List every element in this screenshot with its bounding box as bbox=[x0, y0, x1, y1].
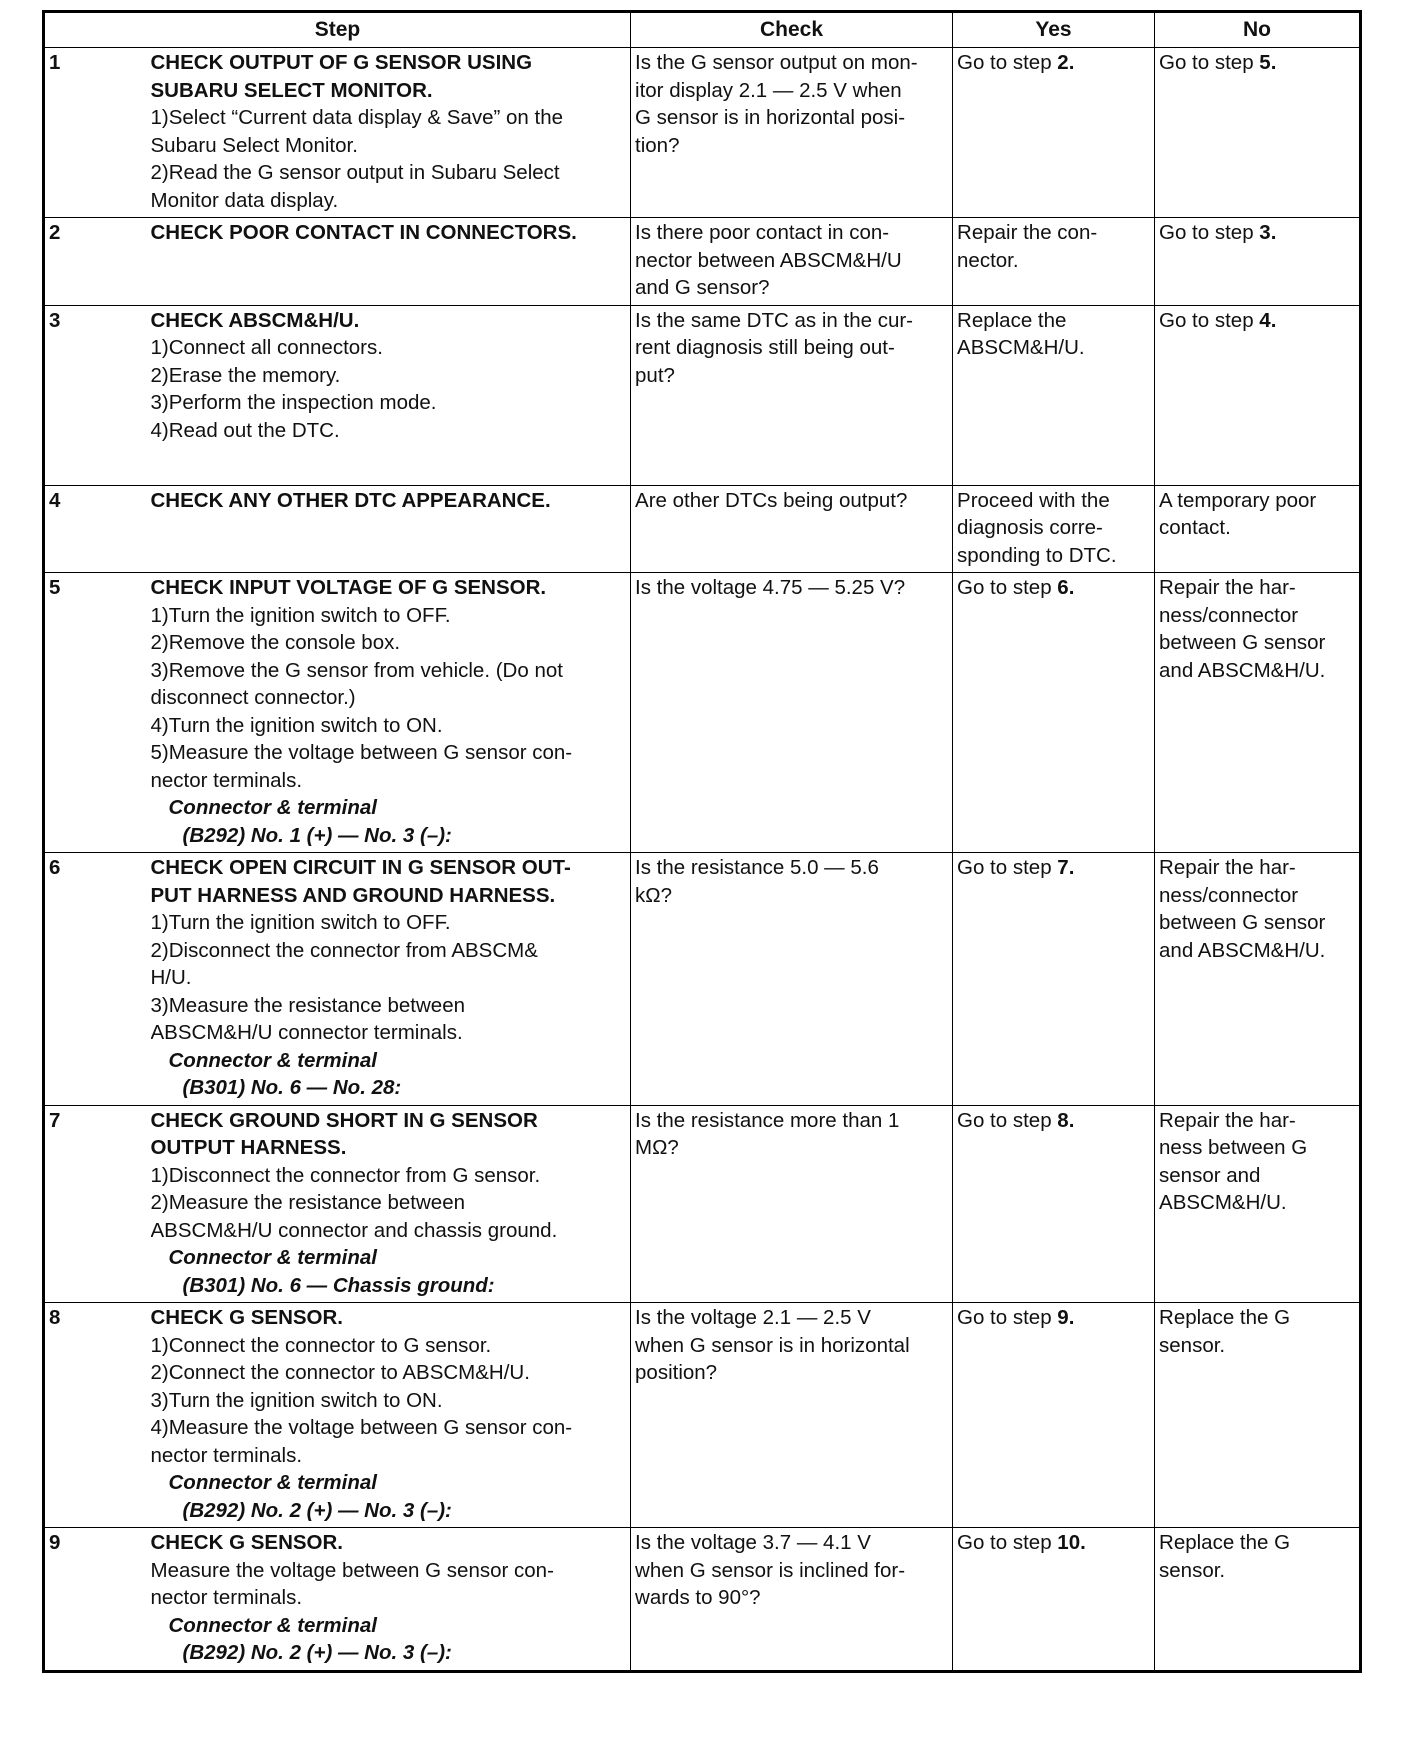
step-instruction: 5)Measure the voltage between G sensor con- bbox=[150, 741, 573, 764]
no-text bbox=[1159, 1189, 1355, 1217]
step-instruction: 2)Disconnect the connector from ABSCM& bbox=[150, 938, 538, 962]
check-text: Is the voltage 4.75 — 5.25 V? bbox=[635, 576, 906, 599]
step-reference: 9. bbox=[1057, 1306, 1075, 1329]
yes-text-part: Go to step bbox=[957, 1531, 1058, 1554]
step-instruction: nector terminals. bbox=[150, 1586, 303, 1609]
no-text bbox=[1159, 307, 1355, 335]
check-text: itor display 2.1 — 2.5 V when bbox=[635, 78, 902, 102]
step-cell bbox=[151, 218, 631, 306]
no-text bbox=[1159, 1529, 1355, 1557]
connector-terminal-value: (B292) No. 2 (+) — No. 3 (–): bbox=[182, 1641, 452, 1664]
check-cell bbox=[631, 305, 953, 485]
no-cell bbox=[1155, 1528, 1361, 1672]
step-instruction: 2)Erase the memory. bbox=[150, 363, 341, 387]
step-instruction: 2)Read the G sensor output in Subaru Select bbox=[150, 161, 560, 184]
no-text bbox=[1159, 49, 1355, 77]
header-no: No bbox=[1155, 12, 1361, 48]
no-text bbox=[1159, 487, 1355, 515]
yes-text-part: Go to step bbox=[957, 1108, 1058, 1132]
step-instruction: 2)Measure the resistance between bbox=[150, 1191, 466, 1214]
table-row bbox=[44, 1528, 1361, 1672]
no-text bbox=[1159, 514, 1355, 542]
yes-cell bbox=[953, 305, 1155, 485]
check-text: tion? bbox=[635, 133, 680, 157]
table-row bbox=[44, 853, 1361, 1106]
no-cell bbox=[1155, 48, 1361, 218]
check-cell bbox=[631, 48, 953, 218]
check-text: wards to 90°? bbox=[635, 1586, 761, 1609]
yes-text bbox=[957, 854, 1150, 882]
no-cell bbox=[1155, 1105, 1361, 1303]
step-title: CHECK OPEN CIRCUIT IN G SENSOR OUT- bbox=[150, 856, 571, 879]
connector-label: Connector & terminal bbox=[168, 1613, 377, 1637]
step-reference: 10. bbox=[1057, 1531, 1086, 1554]
step-instruction: H/U. bbox=[150, 966, 192, 989]
yes-text bbox=[957, 49, 1150, 77]
header-row bbox=[44, 12, 1361, 48]
yes-cell bbox=[953, 1303, 1155, 1528]
yes-text-part: Repair the con- bbox=[957, 221, 1098, 244]
step-instruction: ABSCM&H/U connector terminals. bbox=[150, 1021, 463, 1044]
no-text bbox=[1159, 1162, 1355, 1190]
step-instruction: ABSCM&H/U connector and chassis ground. bbox=[150, 1218, 558, 1242]
yes-cell bbox=[953, 48, 1155, 218]
yes-text bbox=[957, 1107, 1150, 1135]
step-cell bbox=[151, 1303, 631, 1528]
no-text-part: ness/connector bbox=[1159, 883, 1299, 907]
connector-terminal-value: (B292) No. 2 (+) — No. 3 (–): bbox=[182, 1498, 452, 1522]
no-text bbox=[1159, 854, 1355, 882]
no-cell bbox=[1155, 485, 1361, 573]
step-cell bbox=[151, 853, 631, 1106]
step-instruction: 3)Measure the resistance between bbox=[150, 993, 466, 1017]
check-text: Is the resistance more than 1 bbox=[635, 1108, 900, 1132]
step-number: 1 bbox=[44, 48, 151, 218]
no-text-part: ness between G bbox=[1159, 1136, 1308, 1159]
check-text: and G sensor? bbox=[635, 276, 770, 299]
no-text bbox=[1159, 1107, 1355, 1135]
check-text: Is the voltage 2.1 — 2.5 V bbox=[635, 1306, 871, 1329]
no-text-part: sensor. bbox=[1159, 1558, 1226, 1582]
no-cell bbox=[1155, 218, 1361, 306]
step-instruction: 3)Perform the inspection mode. bbox=[150, 391, 437, 414]
check-text: rent diagnosis still being out- bbox=[635, 336, 895, 359]
no-text bbox=[1159, 602, 1355, 630]
check-text: Is the voltage 3.7 — 4.1 V bbox=[635, 1531, 871, 1554]
step-number: 9 bbox=[44, 1528, 151, 1672]
connector-terminal-value: (B292) No. 1 (+) — No. 3 (–): bbox=[182, 823, 452, 847]
no-text bbox=[1159, 937, 1355, 965]
check-text: Is there poor contact in con- bbox=[635, 221, 890, 244]
step-instruction: 2)Remove the console box. bbox=[150, 631, 401, 654]
yes-text-part: ABSCM&H/U. bbox=[957, 336, 1085, 359]
step-reference: 4. bbox=[1259, 308, 1277, 332]
step-instruction: disconnect connector.) bbox=[150, 686, 356, 709]
yes-text bbox=[957, 219, 1150, 247]
no-text-part: Repair the har- bbox=[1159, 1108, 1296, 1132]
no-text bbox=[1159, 1304, 1355, 1332]
check-text: position? bbox=[635, 1361, 718, 1384]
check-text: Are other DTCs being output? bbox=[635, 488, 908, 512]
step-reference: 2. bbox=[1057, 51, 1075, 74]
no-text bbox=[1159, 219, 1355, 247]
no-text-part: contact. bbox=[1159, 516, 1231, 539]
no-text bbox=[1159, 1134, 1355, 1162]
step-instruction: 4)Measure the voltage between G sensor con- bbox=[150, 1416, 573, 1439]
step-cell bbox=[151, 48, 631, 218]
step-title: PUT HARNESS AND GROUND HARNESS. bbox=[150, 883, 556, 907]
no-cell bbox=[1155, 573, 1361, 853]
no-text-part: sensor. bbox=[1159, 1333, 1226, 1357]
check-cell bbox=[631, 1105, 953, 1303]
yes-text-part: Go to step bbox=[957, 51, 1058, 74]
yes-text bbox=[957, 334, 1150, 362]
step-cell bbox=[151, 1528, 631, 1672]
table-row bbox=[44, 218, 1361, 306]
check-text: Is the G sensor output on mon- bbox=[635, 51, 918, 74]
step-cell bbox=[151, 573, 631, 853]
step-instruction: 2)Connect the connector to ABSCM&H/U. bbox=[150, 1361, 530, 1384]
step-instruction: 4)Turn the ignition switch to ON. bbox=[150, 713, 443, 737]
step-instruction: 1)Connect the connector to G sensor. bbox=[150, 1333, 492, 1357]
yes-text bbox=[957, 1529, 1150, 1557]
table-row bbox=[44, 573, 1361, 853]
step-instruction: Measure the voltage between G sensor con- bbox=[150, 1558, 554, 1582]
connector-terminal-value: (B301) No. 6 — Chassis ground: bbox=[182, 1273, 495, 1297]
check-text: G sensor is in horizontal posi- bbox=[635, 106, 906, 129]
yes-text-part: Proceed with the bbox=[957, 488, 1110, 512]
step-title: SUBARU SELECT MONITOR. bbox=[150, 78, 433, 102]
step-reference: 8. bbox=[1057, 1108, 1075, 1132]
no-text-part: Replace the G bbox=[1159, 1306, 1291, 1329]
yes-text-part: Go to step bbox=[957, 576, 1058, 599]
step-number: 6 bbox=[44, 853, 151, 1106]
step-title: CHECK POOR CONTACT IN CONNECTORS. bbox=[150, 221, 577, 244]
no-text bbox=[1159, 574, 1355, 602]
step-number: 5 bbox=[44, 573, 151, 853]
no-text-part: ness/connector bbox=[1159, 603, 1299, 627]
step-title: CHECK G SENSOR. bbox=[150, 1531, 343, 1554]
no-text bbox=[1159, 882, 1355, 910]
no-text bbox=[1159, 657, 1355, 685]
step-reference: 5. bbox=[1259, 51, 1277, 74]
table-body bbox=[44, 48, 1361, 1672]
step-instruction: Subaru Select Monitor. bbox=[150, 133, 358, 157]
step-cell bbox=[151, 485, 631, 573]
step-instruction: 4)Read out the DTC. bbox=[150, 418, 340, 442]
step-instruction: nector terminals. bbox=[150, 1443, 303, 1467]
step-instruction: 1)Turn the ignition switch to OFF. bbox=[150, 603, 451, 627]
yes-text bbox=[957, 247, 1150, 275]
no-cell bbox=[1155, 853, 1361, 1106]
no-text bbox=[1159, 1332, 1355, 1360]
no-text-part: Go to step bbox=[1159, 221, 1260, 244]
yes-text-part: diagnosis corre- bbox=[957, 516, 1103, 539]
step-instruction: 1)Disconnect the connector from G sensor. bbox=[150, 1163, 541, 1187]
no-text-part: Repair the har- bbox=[1159, 576, 1296, 599]
no-text-part: Repair the har- bbox=[1159, 856, 1296, 879]
step-cell bbox=[151, 305, 631, 485]
step-reference: 6. bbox=[1057, 576, 1075, 599]
step-number: 7 bbox=[44, 1105, 151, 1303]
yes-text bbox=[957, 1304, 1150, 1332]
table-row bbox=[44, 1303, 1361, 1528]
step-instruction: nector terminals. bbox=[150, 768, 303, 792]
header-step: Step bbox=[44, 12, 631, 48]
check-text: Is the same DTC as in the cur- bbox=[635, 308, 913, 332]
no-text-part: and ABSCM&H/U. bbox=[1159, 938, 1326, 962]
table-row bbox=[44, 305, 1361, 485]
check-cell bbox=[631, 1303, 953, 1528]
step-title: OUTPUT HARNESS. bbox=[150, 1136, 347, 1159]
step-number: 4 bbox=[44, 485, 151, 573]
no-text-part: sensor and bbox=[1159, 1163, 1261, 1187]
no-text-part: A temporary poor bbox=[1159, 488, 1317, 512]
no-text-part: between G sensor bbox=[1159, 911, 1326, 934]
step-title: CHECK INPUT VOLTAGE OF G SENSOR. bbox=[150, 576, 547, 599]
step-instruction: 1)Connect all connectors. bbox=[150, 336, 383, 359]
connector-label: Connector & terminal bbox=[168, 1048, 377, 1072]
connector-label: Connector & terminal bbox=[168, 1471, 377, 1494]
check-text: Is the resistance 5.0 — 5.6 bbox=[635, 856, 879, 879]
yes-text-part: nector. bbox=[957, 248, 1019, 272]
table-row bbox=[44, 485, 1361, 573]
check-text: when G sensor is in horizontal bbox=[635, 1333, 910, 1357]
yes-text bbox=[957, 542, 1150, 570]
yes-text-part: Replace the bbox=[957, 308, 1067, 332]
step-number: 8 bbox=[44, 1303, 151, 1528]
connector-label: Connector & terminal bbox=[168, 796, 377, 819]
step-reference: 7. bbox=[1057, 856, 1075, 879]
yes-cell bbox=[953, 218, 1155, 306]
no-text-part: and ABSCM&H/U. bbox=[1159, 658, 1326, 682]
step-number: 2 bbox=[44, 218, 151, 306]
header-yes: Yes bbox=[953, 12, 1155, 48]
connector-label: Connector & terminal bbox=[168, 1246, 377, 1269]
check-cell bbox=[631, 853, 953, 1106]
step-number: 3 bbox=[44, 305, 151, 485]
check-text: nector between ABSCM&H/U bbox=[635, 248, 902, 272]
yes-cell bbox=[953, 573, 1155, 853]
yes-cell bbox=[953, 1528, 1155, 1672]
step-title: CHECK OUTPUT OF G SENSOR USING bbox=[150, 51, 533, 74]
yes-cell bbox=[953, 1105, 1155, 1303]
no-text bbox=[1159, 1557, 1355, 1585]
no-cell bbox=[1155, 1303, 1361, 1528]
step-instruction: Monitor data display. bbox=[150, 188, 339, 212]
yes-text-part: Go to step bbox=[957, 856, 1058, 879]
step-reference: 3. bbox=[1259, 221, 1277, 244]
step-instruction: 3)Turn the ignition switch to ON. bbox=[150, 1388, 443, 1412]
diagnostic-table bbox=[42, 10, 1362, 1673]
check-cell bbox=[631, 1528, 953, 1672]
yes-text bbox=[957, 574, 1150, 602]
check-text: MΩ? bbox=[635, 1136, 679, 1159]
no-text-part: ABSCM&H/U. bbox=[1159, 1191, 1287, 1214]
check-cell bbox=[631, 218, 953, 306]
no-text-part: Go to step bbox=[1159, 51, 1260, 74]
step-instruction: 1)Select “Current data display & Save” on the bbox=[150, 106, 563, 129]
yes-cell bbox=[953, 853, 1155, 1106]
table-row bbox=[44, 1105, 1361, 1303]
yes-text bbox=[957, 487, 1150, 515]
no-text-part: Replace the G bbox=[1159, 1531, 1291, 1554]
step-title: CHECK ABSCM&H/U. bbox=[150, 308, 360, 332]
check-text: put? bbox=[635, 363, 675, 387]
yes-text bbox=[957, 514, 1150, 542]
no-text bbox=[1159, 909, 1355, 937]
step-title: CHECK ANY OTHER DTC APPEARANCE. bbox=[150, 488, 551, 512]
check-cell bbox=[631, 485, 953, 573]
no-cell bbox=[1155, 305, 1361, 485]
no-text-part: between G sensor bbox=[1159, 631, 1326, 654]
no-text-part: Go to step bbox=[1159, 308, 1260, 332]
yes-text-part: sponding to DTC. bbox=[957, 543, 1117, 567]
connector-terminal-value: (B301) No. 6 — No. 28: bbox=[182, 1076, 402, 1099]
step-title: CHECK G SENSOR. bbox=[150, 1306, 343, 1329]
no-text bbox=[1159, 629, 1355, 657]
yes-cell bbox=[953, 485, 1155, 573]
step-cell bbox=[151, 1105, 631, 1303]
step-title: CHECK GROUND SHORT IN G SENSOR bbox=[150, 1108, 538, 1132]
step-instruction: 3)Remove the G sensor from vehicle. (Do not bbox=[150, 658, 563, 682]
yes-text-part: Go to step bbox=[957, 1306, 1058, 1329]
yes-text bbox=[957, 307, 1150, 335]
step-instruction: 1)Turn the ignition switch to OFF. bbox=[150, 911, 451, 934]
check-cell bbox=[631, 573, 953, 853]
table-row bbox=[44, 48, 1361, 218]
check-text: kΩ? bbox=[635, 883, 672, 907]
header-check: Check bbox=[631, 12, 953, 48]
check-text: when G sensor is inclined for- bbox=[635, 1558, 906, 1582]
